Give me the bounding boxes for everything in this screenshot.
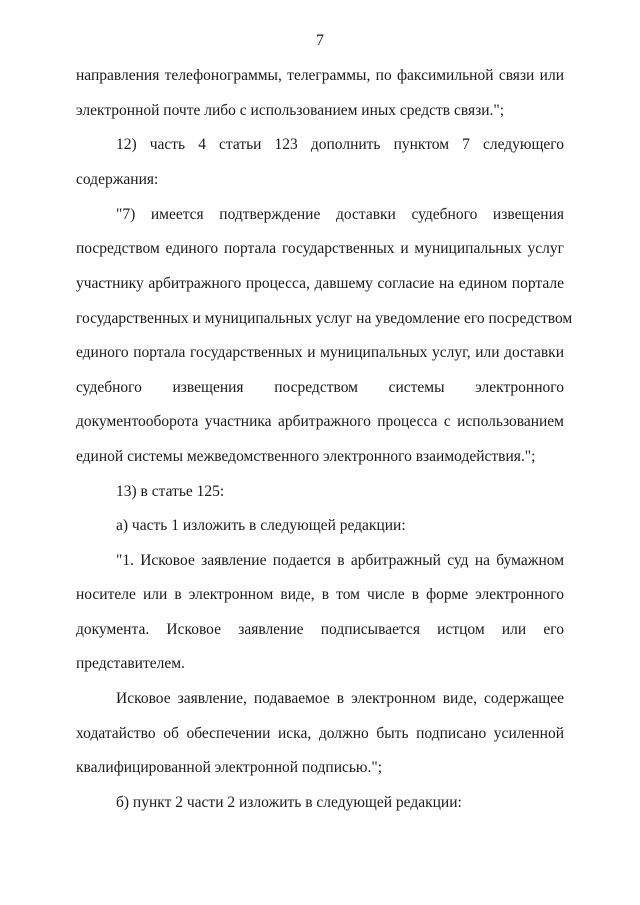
text-line: 12) часть 4 статьи 123 дополнить пунктом 7 следующего xyxy=(116,136,564,153)
text-line: Исковое заявление, подаваемое в электронном виде, содержащее xyxy=(116,690,564,707)
text-line: носителе или в электронном виде, в том числе в форме электронного xyxy=(76,586,564,603)
page-number: 7 xyxy=(316,32,324,49)
text-line: электронной почте либо с использованием иных средств связи."; xyxy=(76,102,505,119)
text-line: документооборота участника арбитражного процесса с использованием xyxy=(76,413,564,430)
text-line: единой системы межведомственного электронного взаимодействия."; xyxy=(76,448,536,465)
text-line: направления телефонограммы, телеграммы, по факсимильной связи или xyxy=(76,67,564,84)
text-line: единого портала государственных и муниципальных услуг, или доставки xyxy=(76,344,564,361)
text-line: посредством единого портала государственных и муниципальных услуг xyxy=(76,240,564,257)
text-line: а) часть 1 изложить в следующей редакции: xyxy=(116,517,406,534)
text-line: представителем. xyxy=(76,655,185,672)
text-line: участнику арбитражного процесса, давшему согласие на едином портале xyxy=(76,275,564,292)
text-line: квалифицированной электронной подписью."; xyxy=(76,759,383,776)
text-line: государственных и муниципальных услуг на уведомление его посредством xyxy=(76,310,573,327)
text-line: судебного извещения посредством системы электронного xyxy=(76,379,564,396)
text-line: ходатайство об обеспечении иска, должно быть подписано усиленной xyxy=(76,725,564,742)
text-line: б) пункт 2 части 2 изложить в следующей редакции: xyxy=(116,794,462,811)
text-line: "1. Исковое заявление подается в арбитражный суд на бумажном xyxy=(116,552,564,569)
text-line: содержания: xyxy=(76,171,159,188)
text-line: 13) в статье 125: xyxy=(116,483,225,500)
text-line: "7) имеется подтверждение доставки судебного извещения xyxy=(116,206,564,223)
text-line: документа. Исковое заявление подписывается истцом или его xyxy=(76,621,564,638)
